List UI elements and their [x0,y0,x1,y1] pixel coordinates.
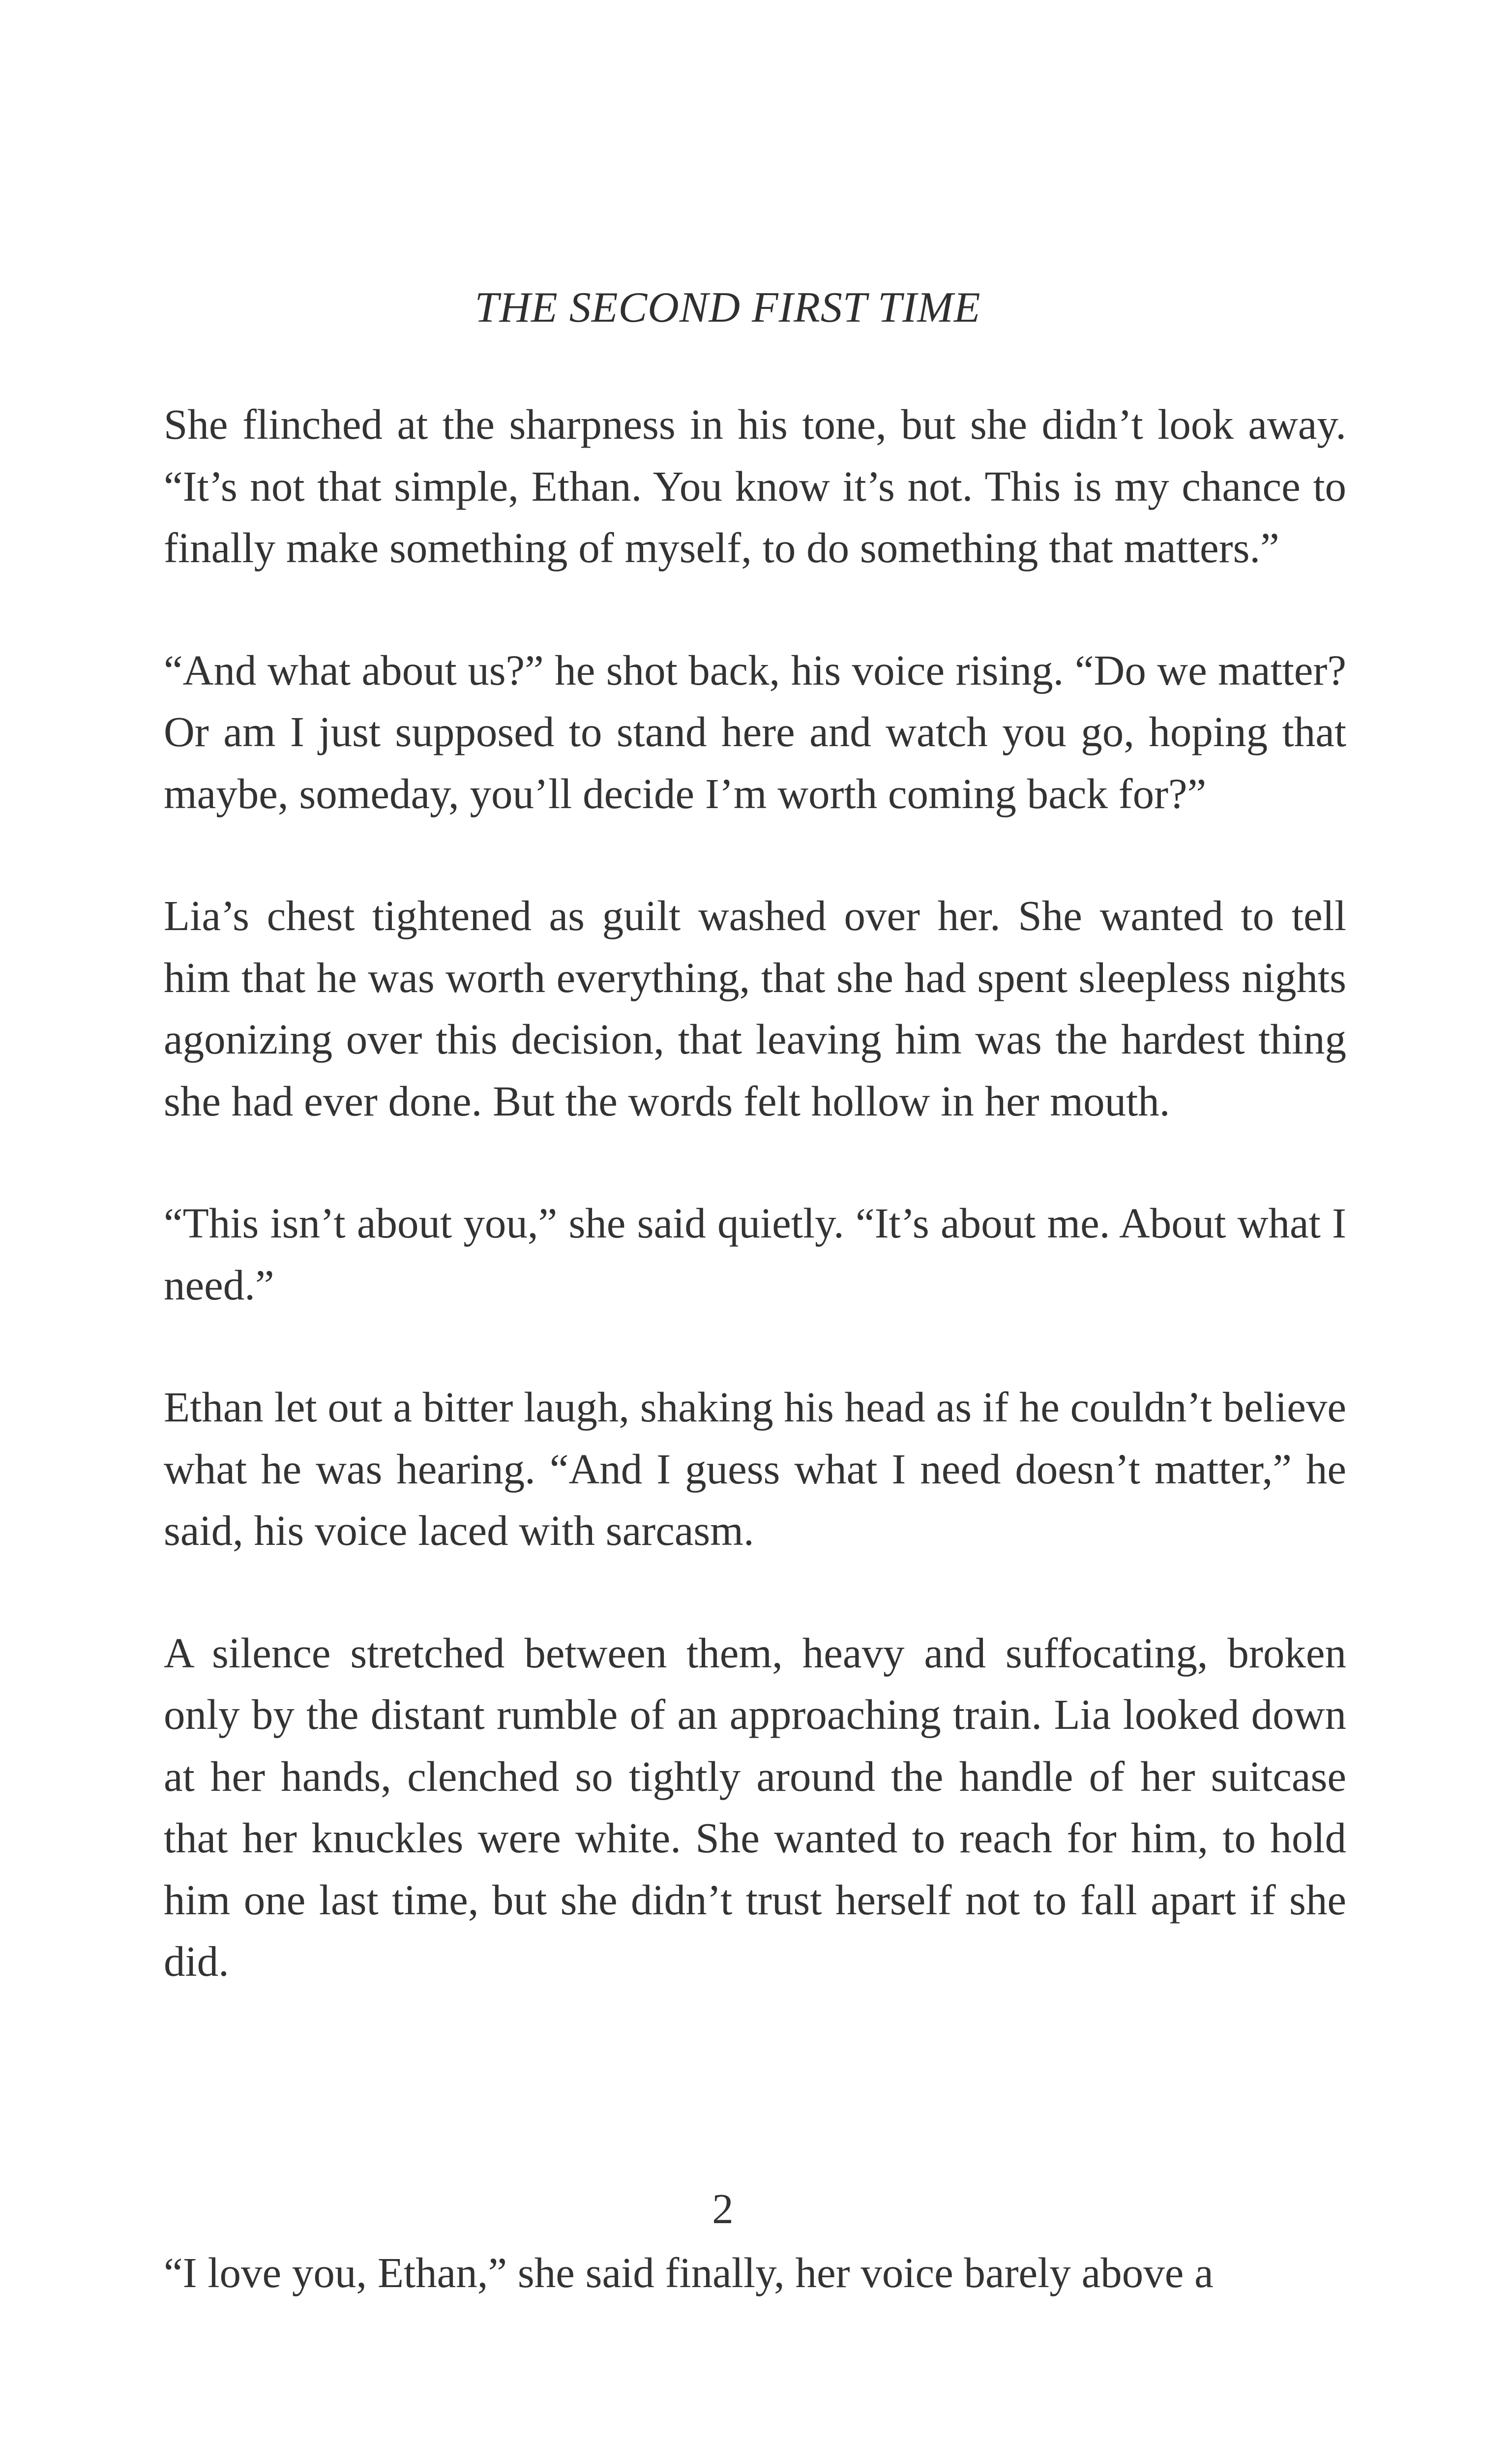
running-head: THE SECOND FIRST TIME [474,284,981,332]
paragraph: “And what about us?” he shot back, his voice rising. “Do we matter? Or am I just supposed to stand here and watch you go, hoping that maybe, someday, you’ll decide I’m worth coming back for?” [164,646,1346,817]
paragraph: A silence stretched between them, heavy and suffocating, broken only by the distant rumble of an approaching train. Lia looked down at her hands, clenched so tightly around the handle of her suitcase that her knuckles were white. She wanted to reach for him, to hold him one last time, but she didn’t trust herself not to fall apart if she did. [164,1629,1346,1985]
paragraph: “This isn’t about you,” she said quietly. “It’s about me. About what I need.” [164,1199,1346,1309]
paragraph: Lia’s chest tightened as guilt washed over her. She wanted to tell him that he was worth everything, that she had spent sleepless nights agonizing over this decision, that leaving him was the hardest thing she had ever done. But the words felt hollow in her mouth. [164,892,1346,1125]
paragraph: Ethan let out a bitter laugh, shaking his head as if he couldn’t believe what he was hearing. “And I guess what I need doesn’t matter,” he said, his voice laced with sarcasm. [164,1383,1346,1554]
overflow-line: “I love you, Ethan,” she said finally, her voice barely above a [164,2249,1214,2296]
paragraph: She flinched at the sharpness in his tone, but she didn’t look away. “It’s not that simple, Ethan. You know it’s not. This is my chance to finally make something of myself, to do something that matters.” [164,400,1346,572]
body-text [164,393,1346,2053]
page-number: 2 [712,2185,734,2232]
